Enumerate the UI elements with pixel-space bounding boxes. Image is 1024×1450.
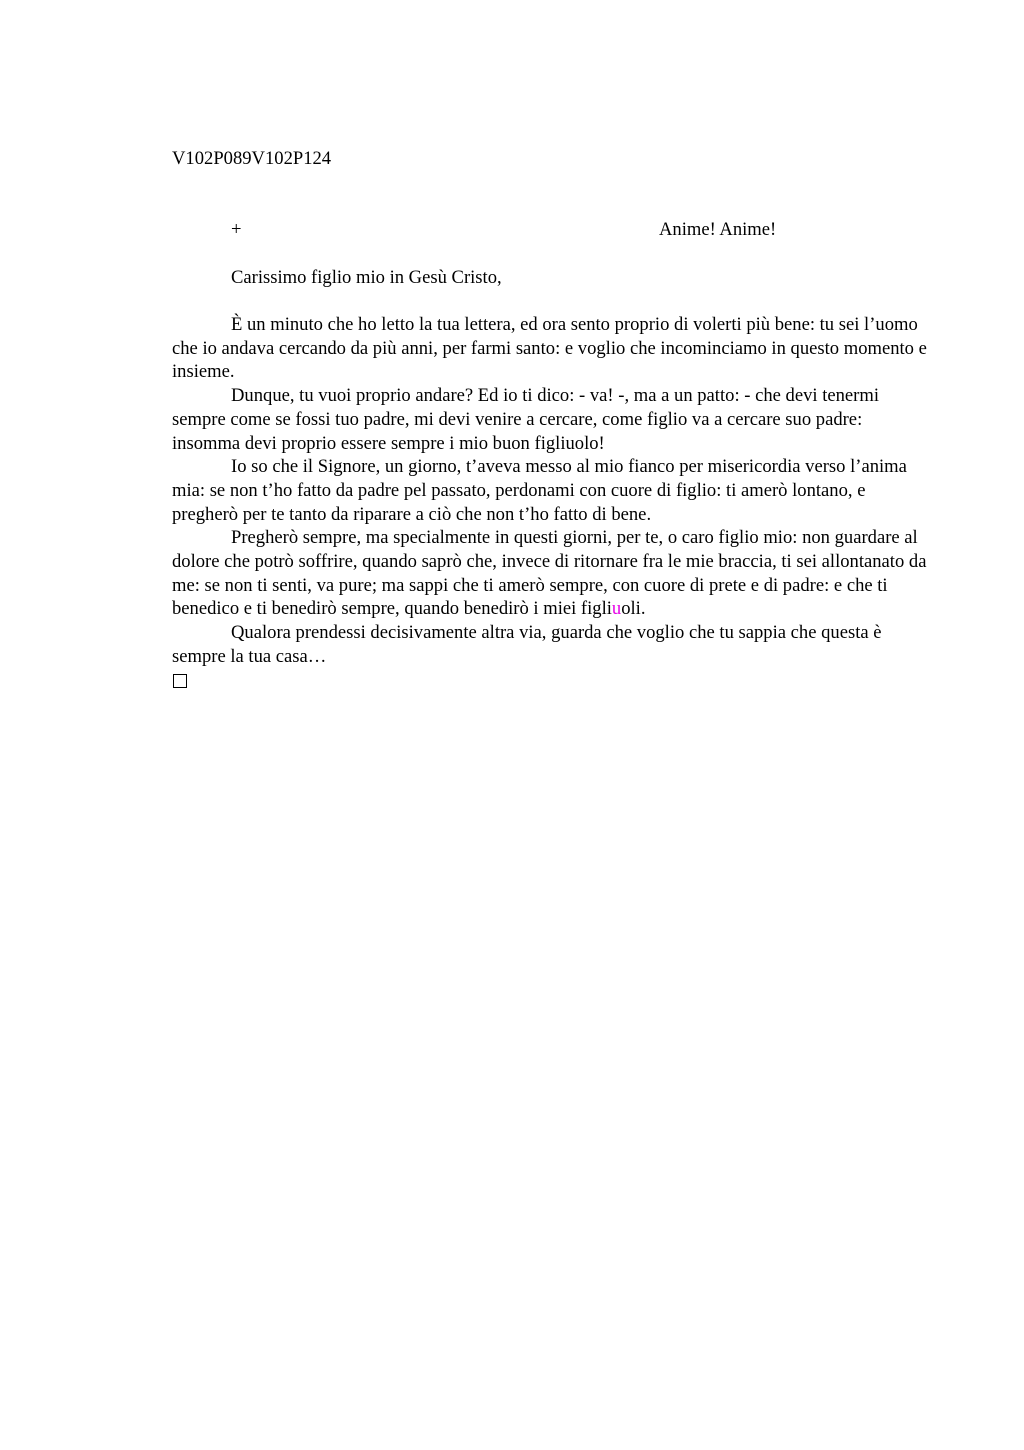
- highlighted-letter: u: [611, 598, 622, 620]
- paragraph-4: [172, 526, 928, 621]
- paragraph-3: Io so che il Signore, un giorno, t’aveva messo al mio fianco per misericordia verso l’anima mia: se non t’ho fatto da padre pel passato, perdonami con cuore di figlio: ti amerò lontano, e pregherò per te tanto da riparare a ciò che non t’ho fatto di bene.: [172, 456, 907, 525]
- document-id: V102P089V102P124: [172, 148, 332, 169]
- motto: Anime! Anime!: [659, 219, 777, 240]
- paragraph-5: Qualora prendessi decisivamente altra via, guarda che voglio che tu sappia che questa è sempre la tua casa…: [172, 622, 882, 667]
- letter-body: [172, 313, 928, 688]
- salutation: Carissimo figlio mio in Gesù Cristo,: [231, 267, 502, 288]
- cross-symbol: +: [231, 219, 242, 240]
- paragraph-2: Dunque, tu vuoi proprio andare? Ed io ti dico: - va! -, ma a un patto: - che devi tenermi sempre come se fossi tuo padre, mi devi venire a cercare, come figlio va a cercare suo padre: insomma devi proprio essere sempre i mio buon figliuolo!: [172, 385, 879, 454]
- paragraph-4-tail: oli.: [621, 598, 646, 620]
- end-marker-box: [173, 674, 187, 688]
- paragraph-4-text: Pregherò sempre, ma specialmente in questi giorni, per te, o caro figlio mio: non guardare al dolore che potrò soffrire, quando saprò che, invece di ritornare fra le mie braccia, ti sei allontanato da me: se non ti senti, va pure; ma sappi che ti amerò sempre, con cuore di prete e di padre: e che ti benedico e ti benedirò sempre, quando benedirò i miei figli: [172, 527, 927, 620]
- paragraph-1: È un minuto che ho letto la tua lettera, ed ora sento proprio di volerti più bene: tu sei l’uomo che io andava cercando da più anni, per farmi santo: e voglio che incominciamo in questo momento e insieme.: [172, 314, 927, 383]
